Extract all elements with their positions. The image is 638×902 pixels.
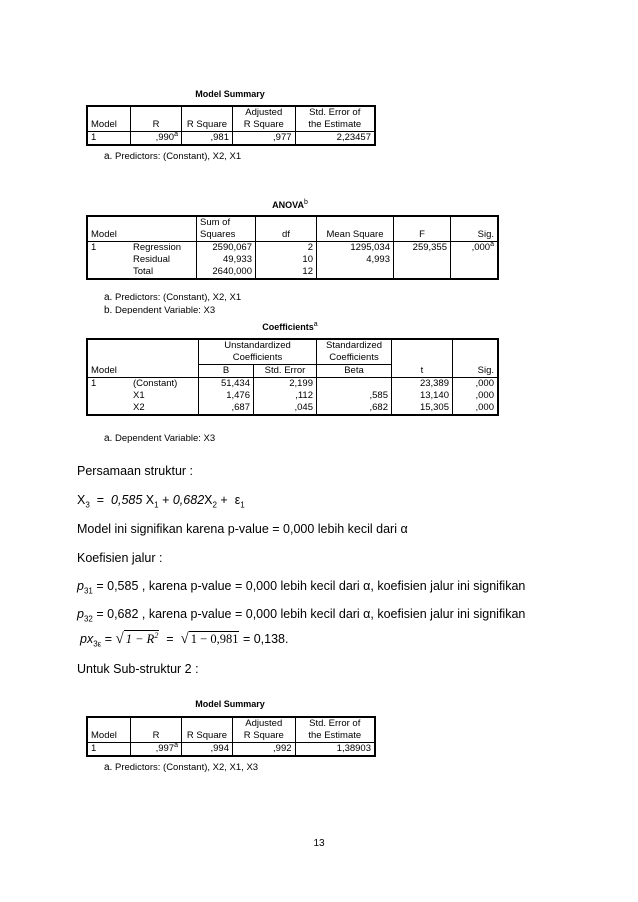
coefficients-title: Coefficients$^a$ xyxy=(262,321,318,332)
coef-row-name: X1 xyxy=(133,390,145,401)
model-summary-2-title: Model Summary xyxy=(195,699,265,709)
ms1-h-adj2: R Square xyxy=(233,119,296,132)
ms2-row-model: 1 xyxy=(87,743,131,757)
anova-row-name: Total xyxy=(130,266,197,279)
ms2-h-r: R xyxy=(131,730,182,743)
table-row xyxy=(87,390,498,402)
ms1-row-se: 2,23457 xyxy=(295,132,375,146)
coef-row-se: ,112 xyxy=(254,390,317,402)
anova-row-ms: 4,993 xyxy=(317,254,394,266)
coef-h-unstd2: Coefficients xyxy=(199,352,317,365)
anova-row-model: 1 xyxy=(87,242,130,255)
anova-row-ms: 1295,034 xyxy=(317,242,394,255)
ms2-h-model: Model xyxy=(87,730,131,743)
significance-statement: Model ini signifikan karena p-value = 0,000 lebih kecil dari α xyxy=(77,522,408,536)
ms2-h-adj1: Adjusted xyxy=(233,717,296,730)
coef-h-sig: Sig. xyxy=(453,365,499,378)
anova-table xyxy=(86,215,499,280)
coef-row-sig: ,000 xyxy=(453,390,499,402)
ms2-h-rsq: R Square xyxy=(182,730,233,743)
ms1-row-rsq: ,981 xyxy=(182,132,233,146)
coef-row-name: (Constant) xyxy=(133,378,178,389)
ms2-row-se: 1,38903 xyxy=(295,743,375,757)
coefficients-table xyxy=(86,338,499,416)
anova-footnote-b: b. Dependent Variable: X3 xyxy=(104,305,216,314)
ms1-row-adj: ,977 xyxy=(233,132,296,146)
anova-h-f: F xyxy=(394,229,451,242)
table-row xyxy=(87,378,498,391)
ms1-h-se2: the Estimate xyxy=(295,119,375,132)
anova-row-ss: 49,933 xyxy=(197,254,256,266)
coef-h-std2: Coefficients xyxy=(317,352,392,365)
coef-h-std1: Standardized xyxy=(317,339,392,352)
coef-row-name: X2 xyxy=(130,402,199,415)
coef-row-se: 2,199 xyxy=(254,378,317,391)
ms2-h-se1: Std. Error of xyxy=(295,717,375,730)
p32-statement: $p_{32} = 0,682$ , karena p-value = 0,000 lebih kecil dari α, koefisien jalur ini signifikan xyxy=(77,607,526,624)
ms1-footnote: a. Predictors: (Constant), X2, X1 xyxy=(104,151,242,162)
coef-row-b: 1,476 xyxy=(199,390,254,402)
ms2-footnote: a. Predictors: (Constant), X2, X1, X3 xyxy=(104,762,259,773)
p31-statement: $p_{31} = 0,585$ , karena p-value = 0,000 lebih kecil dari α, koefisien jalur ini signifikan xyxy=(77,579,526,596)
ms1-h-rsq: R Square xyxy=(182,119,233,132)
coef-row-b: ,687 xyxy=(199,402,254,415)
ms2-row-rsq: ,994 xyxy=(182,743,233,757)
coef-h-model: Model xyxy=(87,365,199,378)
coef-row-sig: ,000 xyxy=(453,378,499,391)
coef-h-unstd1: Unstandardized xyxy=(199,339,317,352)
persamaan-struktur-label: Persamaan struktur : xyxy=(77,464,194,478)
sub-struktur-2-label: Untuk Sub-struktur 2 : xyxy=(77,662,199,676)
coef-row-t: 13,140 xyxy=(392,390,453,402)
residual-path-formula: $px_{3\varepsilon}$ = √ $1 - R^2$ = √ 1 − 0,981 = 0,138. xyxy=(80,631,289,649)
page-number: 13 xyxy=(313,838,325,849)
coef-row-beta: ,682 xyxy=(317,402,392,415)
anova-title: ANOVA$^b$ xyxy=(272,199,308,210)
structural-equation: $X_3 = 0,585$ $X_1 + 0,682X_2 + \varepsilon_1$ xyxy=(77,493,245,510)
ms1-h-model: Model xyxy=(87,119,131,132)
coef-row-se: ,045 xyxy=(254,402,317,415)
coef-row-b: 51,434 xyxy=(199,378,254,391)
anova-h-ss1: Sum of xyxy=(197,216,256,229)
ms2-row-adj: ,992 xyxy=(233,743,296,757)
anova-h-df: df xyxy=(256,229,317,242)
table-row xyxy=(87,254,498,266)
anova-row-df: 12 xyxy=(256,266,317,279)
model-summary-1-title: Model Summary xyxy=(195,89,265,99)
ms1-h-se1: Std. Error of xyxy=(295,106,375,119)
anova-h-ms: Mean Square xyxy=(317,229,394,242)
anova-h-model: Model xyxy=(87,229,197,242)
coef-h-t: t xyxy=(392,365,453,378)
ms2-h-adj2: R Square xyxy=(233,730,296,743)
anova-h-sig: Sig. xyxy=(451,229,499,242)
koefisien-jalur-label: Koefisien jalur : xyxy=(77,551,163,565)
anova-row-df: 2 xyxy=(256,242,317,255)
table-row xyxy=(87,242,498,255)
ms1-h-r: R xyxy=(131,119,182,132)
coef-row-t: 15,305 xyxy=(392,402,453,415)
coef-h-b: B xyxy=(199,365,254,378)
coef-row-beta xyxy=(317,378,392,391)
coef-h-beta: Beta xyxy=(317,365,392,378)
ms1-h-adj1: Adjusted xyxy=(233,106,296,119)
coef-row-sig: ,000 xyxy=(453,402,499,415)
anova-row-ss: 2590,067 xyxy=(197,242,256,255)
anova-row-name: Regression xyxy=(133,242,182,253)
coef-row-t: 23,389 xyxy=(392,378,453,391)
ms2-h-se2: the Estimate xyxy=(295,730,375,743)
anova-h-ss2: Squares xyxy=(197,229,256,242)
coef-h-se: Std. Error xyxy=(254,365,317,378)
coef-footnote: a. Dependent Variable: X3 xyxy=(104,433,216,444)
table-row xyxy=(87,402,498,415)
anova-row-f: 259,355 xyxy=(394,242,451,255)
anova-row-sig: ,000$^a$ xyxy=(451,242,499,255)
anova-row-df: 10 xyxy=(256,254,317,266)
ms1-row-r: ,990$^a$ xyxy=(131,132,182,146)
coef-row-model: 1 xyxy=(87,378,130,391)
coef-row-beta: ,585 xyxy=(317,390,392,402)
anova-row-name: Residual xyxy=(133,254,170,265)
anova-row-ss: 2640,000 xyxy=(197,266,256,279)
anova-footnote-a: a. Predictors: (Constant), X2, X1 xyxy=(104,292,242,303)
ms1-row-model: 1 xyxy=(87,132,131,146)
model-summary-2-table xyxy=(86,716,376,757)
model-summary-1-table xyxy=(86,105,376,146)
table-row xyxy=(87,266,498,279)
ms2-row-r: ,997$^a$ xyxy=(131,743,182,757)
